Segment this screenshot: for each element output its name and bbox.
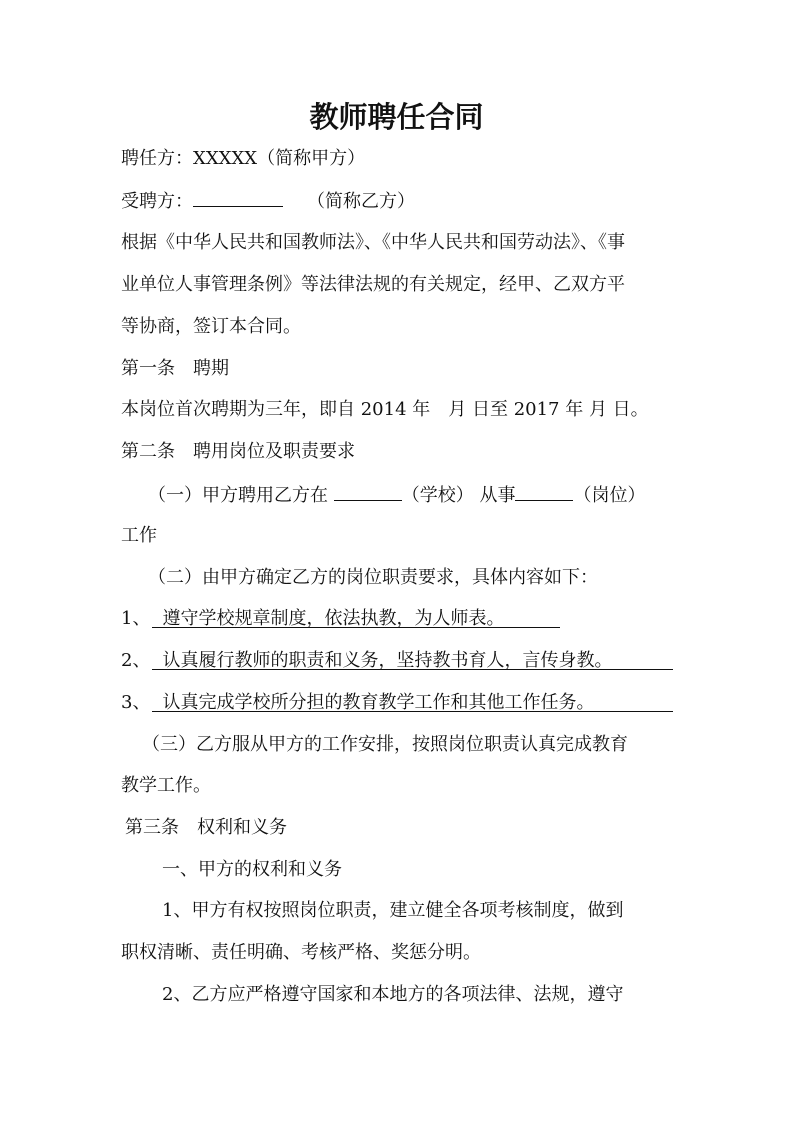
item1-text-b: （学校） 从事 xyxy=(401,485,516,506)
article3-p1-line2: 职权清晰、责任明确、考核严格、奖惩分明。 xyxy=(121,942,481,963)
duty-2-number: 2、 xyxy=(121,650,151,671)
employee-label: 受聘方： xyxy=(121,191,193,212)
article2-item3-line2: 教学工作。 xyxy=(121,775,211,796)
article2-item1 xyxy=(148,482,708,508)
article2-item1-cont: 工作 xyxy=(121,525,157,546)
article3-heading: 第三条 权利和义务 xyxy=(125,817,287,838)
employee-line xyxy=(121,188,681,214)
employee-suffix: （简称乙方） xyxy=(307,191,415,212)
article3-sub1: 一、甲方的权利和义务 xyxy=(162,859,342,880)
position-blank[interactable] xyxy=(515,482,573,501)
article3-p2-line1: 2、乙方应严格遵守国家和本地方的各项法律、法规，遵守 xyxy=(162,984,624,1005)
item1-text-a: （一）甲方聘用乙方在 xyxy=(148,485,334,506)
article3-p1-line1: 1、甲方有权按照岗位职责，建立健全各项考核制度，做到 xyxy=(162,900,624,921)
article2-item3-line1: （三）乙方服从甲方的工作安排，按照岗位职责认真完成教育 xyxy=(142,734,628,755)
duty-3-number: 3、 xyxy=(121,692,151,713)
duty-2-underline xyxy=(152,669,673,670)
preamble-line-1: 根据《中华人民共和国教师法》、《中华人民共和国劳动法》、《事 xyxy=(121,232,625,253)
duty-1-underline xyxy=(152,627,560,628)
article1-heading: 第一条 聘期 xyxy=(121,358,229,379)
document-title: 教师聘任合同 xyxy=(309,100,484,134)
duty-1-text: 遵守学校规章制度，依法执教，为人师表。 xyxy=(162,608,505,629)
employee-name-blank[interactable] xyxy=(193,188,283,207)
duty-2-text: 认真履行教师的职责和义务，坚持教书育人，言传身教。 xyxy=(162,650,613,671)
duty-3-text: 认真完成学校所分担的教育教学工作和其他工作任务。 xyxy=(162,692,595,713)
article1-text: 本岗位首次聘期为三年，即自 2014 年 月 日至 2017 年 月 日。 xyxy=(121,399,649,420)
employer-line: 聘任方：XXXXX（简称甲方） xyxy=(121,148,366,169)
school-blank[interactable] xyxy=(334,482,402,501)
duty-3-underline xyxy=(152,711,673,712)
duty-1-number: 1、 xyxy=(121,608,151,629)
preamble-line-2: 业单位人事管理条例》等法律法规的有关规定，经甲、乙双方平 xyxy=(121,274,625,295)
item1-text-c: （岗位） xyxy=(573,485,646,506)
article2-item2: （二）由甲方确定乙方的岗位职责要求，具体内容如下： xyxy=(148,567,598,588)
article2-heading: 第二条 聘用岗位及职责要求 xyxy=(121,441,355,462)
preamble-line-3: 等协商，签订本合同。 xyxy=(121,316,301,337)
